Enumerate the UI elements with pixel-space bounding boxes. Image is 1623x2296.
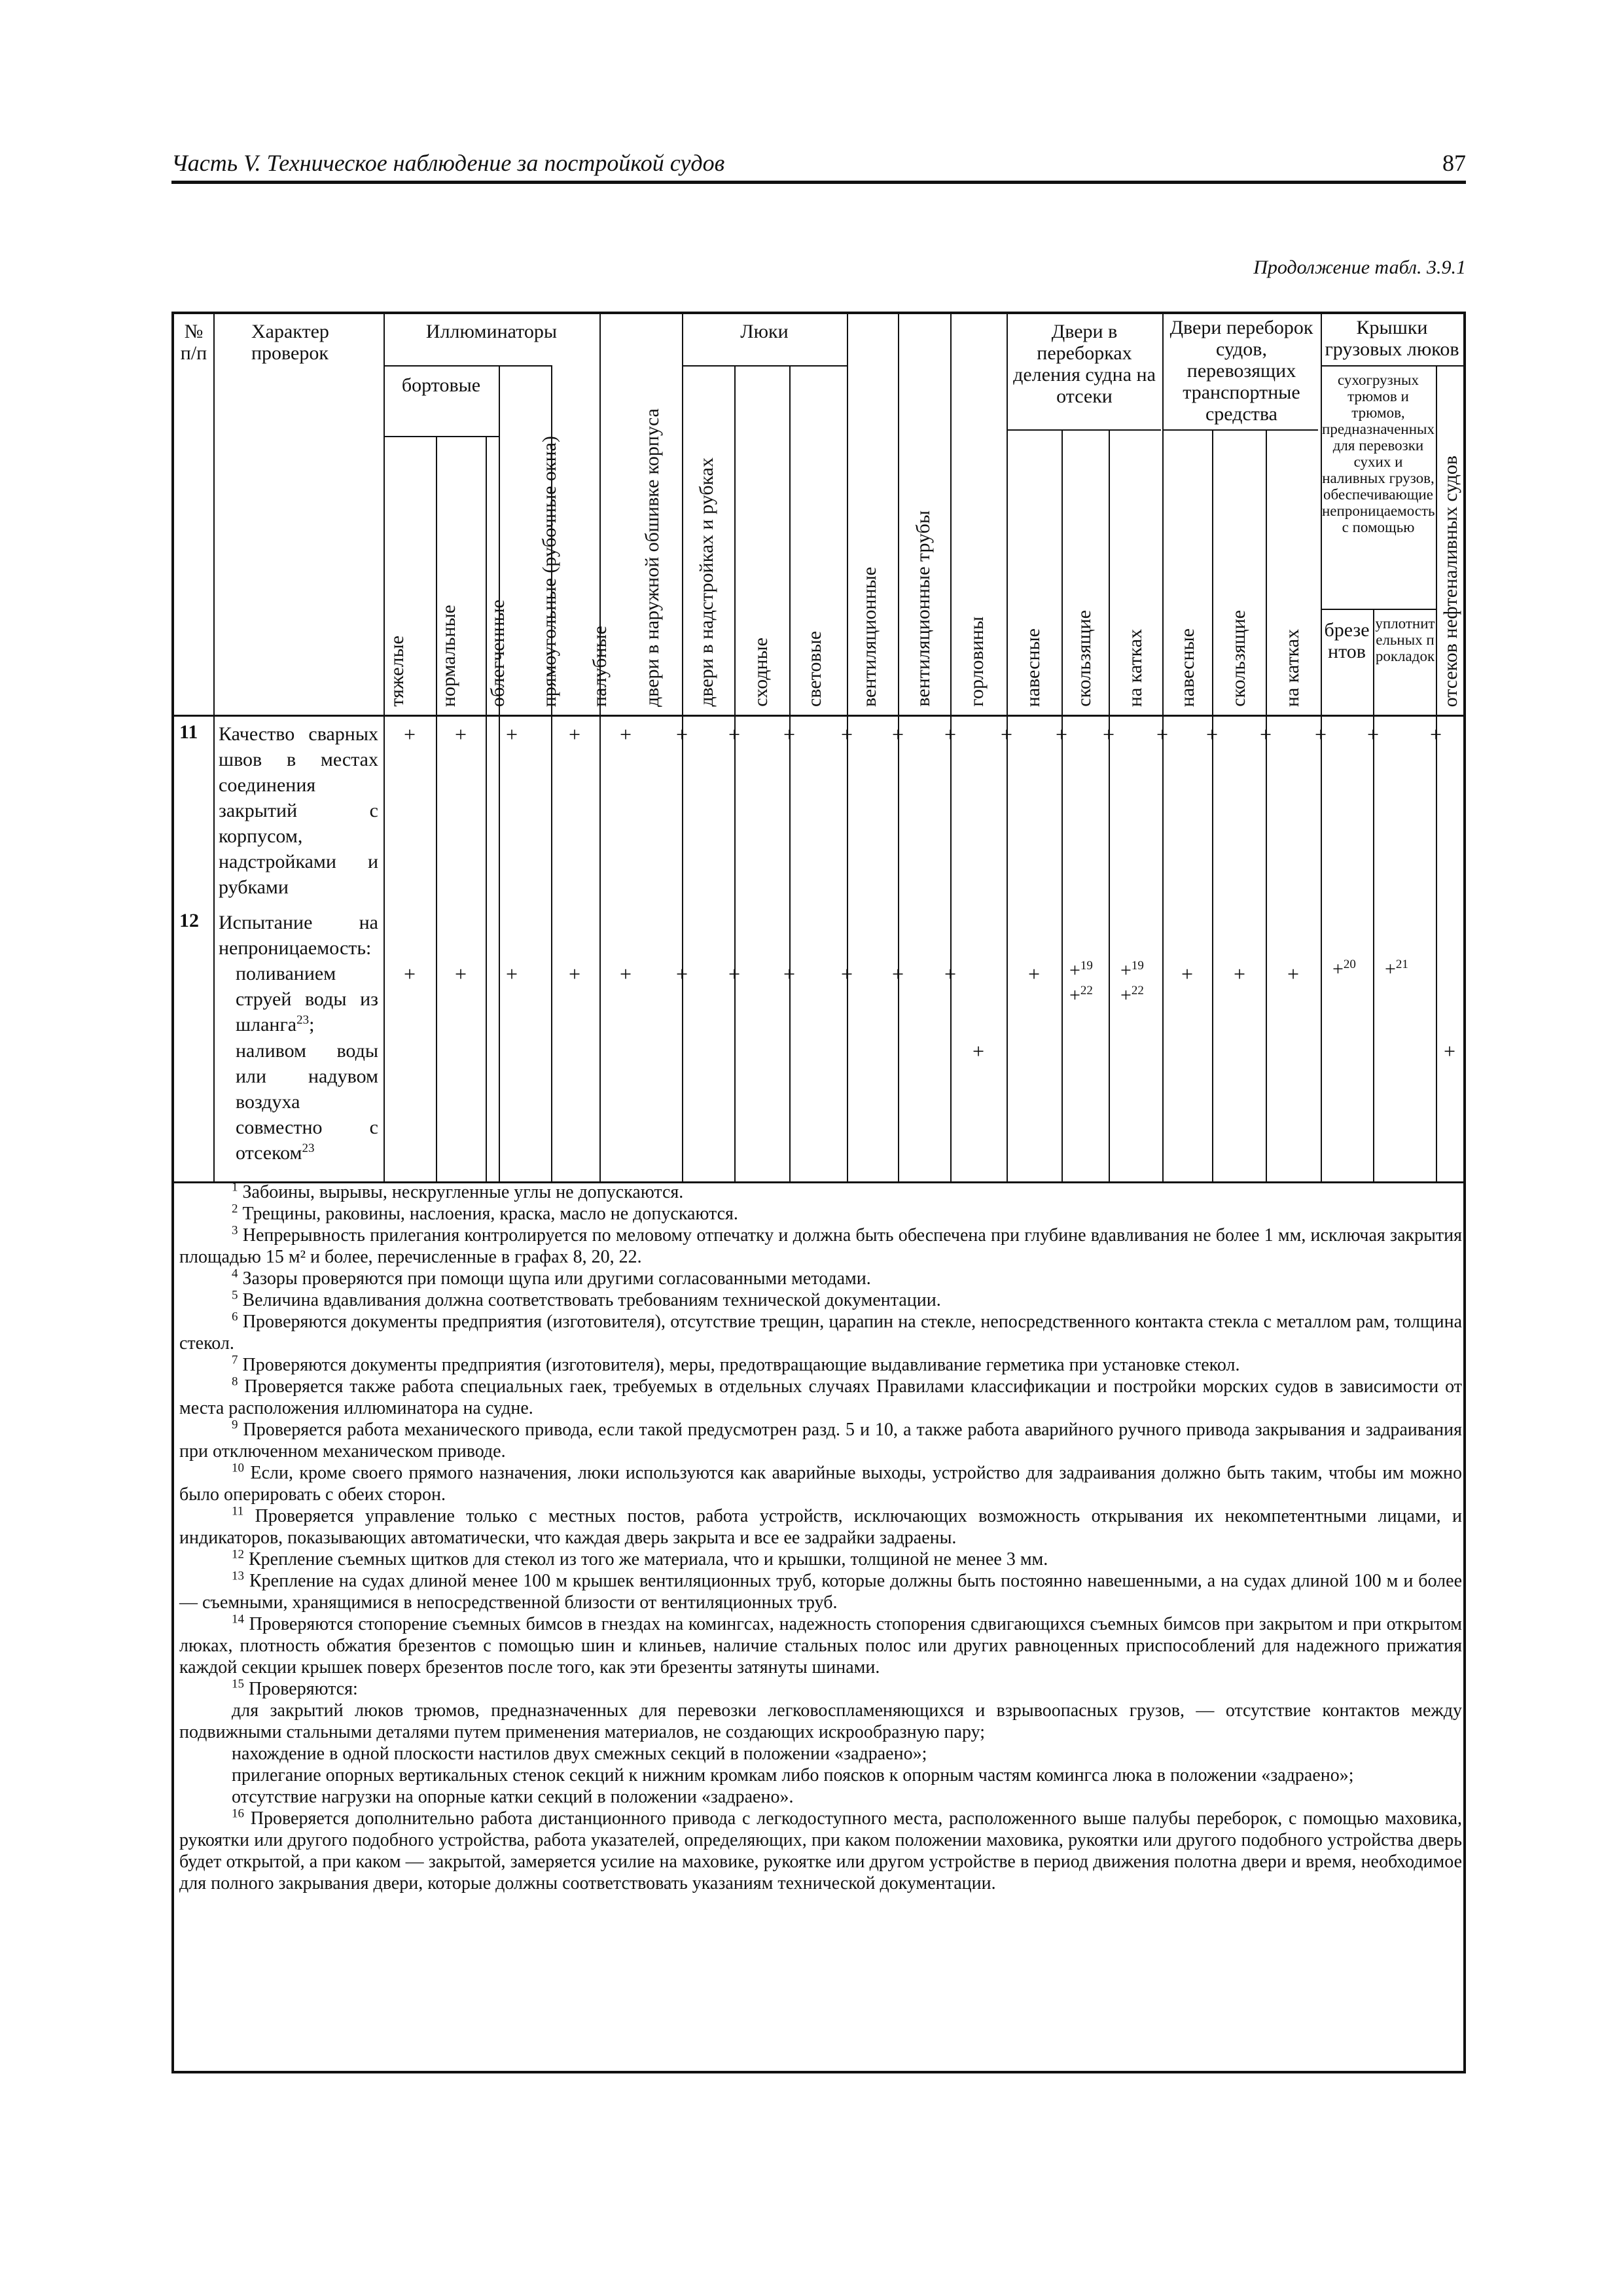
footnote-number: 3 — [232, 1223, 238, 1238]
hatches-rule — [682, 365, 847, 367]
plus-mark: + — [403, 723, 416, 746]
footnote-text: Забоины, вырывы, нескругленные углы не допускаются. — [242, 1182, 684, 1202]
footnote — [179, 1462, 1462, 1505]
hinged2-header: навесные — [1177, 628, 1198, 708]
rollers2-header: на катках — [1281, 629, 1303, 708]
plus-mark: + — [1055, 723, 1068, 746]
footnote-text: Проверяются стопорение съемных бимсов в гнездах на комингсах, надежность стопорения сдвигающихся съемных бимсов при закрытом и при открытом люках, плотность обжатия брезентов с помощью шин и клиньев, наличие стальных полос или других равноценных приспособлений для надежного прижатия каждой секции крышек поверх брезентов после того, как эти брезенты затянуты шинами. — [179, 1614, 1463, 1677]
plus-mark: + — [454, 723, 467, 746]
row12a-text: поливанием струей воды из шланга$^{23}$; — [236, 963, 378, 1035]
seal-mark: +$^{21}$ — [1385, 958, 1408, 980]
col-rule — [499, 365, 500, 1181]
bulkdoors-header: Двери в переборках деления судна на отсеки — [1013, 321, 1156, 407]
inspection-table — [171, 312, 1466, 2073]
footnote-text: Проверяется работа механического привода, если такой предусмотрен разд. 5 и 10, а также работа аварийного ручного привода закрывания и задраивания при отключенном механическом приводе. — [179, 1420, 1462, 1462]
footnote-number: 15 — [232, 1677, 244, 1691]
col-rule — [599, 314, 601, 1181]
footnote-text: прилегание опорных вертикальных стенок секций к нижним кромкам либо поясков к опорным частям комингса люка в положении «задраено»; — [232, 1765, 1354, 1785]
plus-mark: + — [675, 962, 688, 986]
plus-mark: + — [454, 962, 467, 986]
plus-mark: + — [1233, 962, 1246, 986]
plus-mark: + — [972, 1039, 985, 1063]
footnote-text: Проверяется управление только с местных постов, работа устройств, исключающих возможность открывания их некомпетентными лицами, и индикаторов, показывающих автоматически, что каждая дверь закрыта и все ее задрайки задраены. — [179, 1506, 1463, 1548]
footnote-text: Трещины, раковины, наслоения, краска, масло не допускаются. — [242, 1204, 738, 1224]
companion-header: сходные — [750, 637, 772, 707]
footnote — [179, 1808, 1462, 1894]
manholes-header: горловины — [966, 617, 988, 707]
drycargo-rule — [1321, 609, 1436, 610]
footnote-number: 4 — [232, 1266, 238, 1281]
tarp-header: брезентов — [1324, 619, 1370, 662]
col-rule — [734, 365, 736, 1181]
plus-mark: + — [728, 723, 741, 746]
footnote-number: 14 — [232, 1612, 244, 1626]
row11-text: Качество сварных швов в местах соединения закрытий с корпусом, надстройками и рубками — [219, 723, 378, 898]
plus-mark: + — [505, 723, 518, 746]
col-rule — [682, 314, 683, 1181]
footnote — [179, 1700, 1462, 1743]
sliding-marks: +$^{19}$ +$^{22}$ — [1069, 959, 1093, 1006]
plus-mark: + — [1314, 723, 1327, 746]
col-rule — [1212, 429, 1213, 1181]
plus-mark: + — [1102, 723, 1115, 746]
row12b-text: наливом воды или надувом воздуха совместно с отсеком$^{23}$ — [236, 1040, 378, 1164]
col-rule — [213, 314, 215, 1181]
col-rule — [898, 314, 899, 1181]
light-header: облегченные — [487, 600, 508, 708]
hatches-header: Люки — [740, 321, 789, 342]
footnote — [179, 1765, 1462, 1786]
footnote-number: 7 — [232, 1353, 238, 1367]
plus-mark: + — [1000, 723, 1013, 746]
footnotes — [179, 1181, 1462, 1894]
footnote — [179, 1268, 1462, 1289]
plus-mark: + — [783, 962, 796, 986]
footnote-text: Проверяется дополнительно работа дистанционного привода с легкодоступного места, расположенного выше палубы переборок, с помощью маховика, рукоятки или другого подобного устройства, работа указателей, определяющих, при каком положении маховика, рукоятки или другого подобного устройства дверь будет открытой, а при каком — закрытой, замеряется усилие на маховике, рукоятке или другом устройстве в период движения полотна двери и время, необходимое для полного закрывания двери, которые должны соответствовать указаниям технической документации. — [179, 1808, 1462, 1893]
plus-mark: + — [944, 962, 957, 986]
plus-mark: + — [1027, 962, 1041, 986]
footnote-text: для закрытий люков трюмов, предназначенных для перевозки легковоспламеняющихся и взрывоопасных грузов, — отсутствие контактов между подвижными стальными деталями путем применения материалов, не создающих искрообразную пару; — [179, 1700, 1462, 1742]
plus-mark: + — [1366, 723, 1380, 746]
sliding-header: скользящие — [1073, 610, 1095, 707]
heavy-header: тяжелые — [386, 636, 408, 707]
col-rule — [950, 314, 952, 1181]
footnote — [179, 1225, 1462, 1268]
sliding2-header: скользящие — [1228, 610, 1249, 707]
col-rule — [486, 436, 487, 1181]
plus-mark: + — [891, 723, 904, 746]
plus-mark: + — [619, 962, 632, 986]
col-rule — [383, 314, 385, 1181]
transdoors-header: Двери переборок судов, перевозящих транспортные средства — [1169, 317, 1313, 425]
footnote-number: 11 — [232, 1504, 244, 1518]
footnote-number: 2 — [232, 1202, 238, 1216]
col-rule — [847, 314, 848, 1181]
plus-mark: + — [675, 723, 688, 746]
footnote — [179, 1311, 1462, 1354]
footnote-text: Крепление на судах длиной менее 100 м крышек вентиляционных труб, которые должны быть постоянно навешенными, а на судах длиной 100 м и более — съемными, хранящимися в непосредственной близости от вентиляционных труб. — [179, 1571, 1462, 1613]
footnote-number: 10 — [232, 1461, 244, 1475]
footnote-text: Проверяются документы предприятия (изготовителя), меры, предотвращающие выдавливание герметика при установке стекол. — [242, 1355, 1240, 1375]
plus-mark: + — [840, 962, 853, 986]
footnote-text: Зазоры проверяются при помощи щупа или другими согласованными методами. — [242, 1268, 871, 1289]
doors-super-header: двери в надстройках и рубках — [696, 457, 717, 707]
side-header: бортовые — [401, 374, 481, 396]
covers-rule — [1321, 365, 1463, 367]
col-rule — [436, 436, 437, 1181]
hinged-header: навесные — [1022, 628, 1044, 708]
header-bottom-rule — [174, 715, 1463, 717]
plus-mark: + — [783, 723, 796, 746]
transdoors-rule — [1164, 429, 1318, 431]
plus-mark: + — [840, 723, 853, 746]
plus-mark: + — [403, 962, 416, 986]
footnote-text: Крепление съемных щитков для стекол из того же материала, что и крышки, толщиной не менее 3 мм. — [249, 1549, 1048, 1570]
col-rule — [1007, 314, 1008, 1181]
illuminators-header: Иллюминаторы — [425, 321, 558, 342]
col-rule — [1266, 429, 1267, 1181]
footnote — [179, 1570, 1462, 1613]
row12-num: 12 — [179, 910, 199, 931]
plus-mark: + — [944, 723, 957, 746]
footnote — [179, 1289, 1462, 1311]
footnote-number: 9 — [232, 1418, 238, 1432]
illuminators-rule — [383, 365, 551, 367]
col-rule — [1373, 609, 1374, 1181]
footnote-number: 6 — [232, 1310, 238, 1324]
bulkdoors-rule — [1007, 429, 1161, 431]
side-rule — [383, 436, 499, 437]
covers-header: Крышки грузовых люков — [1325, 317, 1459, 360]
footnote-text: Проверяется также работа специальных гаек, требуемых в отдельных случаях Правилами классификации и постройки морских судов в зависимости от места расположения иллюминатора на судне. — [179, 1376, 1463, 1418]
seal-header: уплотнительных прокладок — [1375, 615, 1435, 664]
plus-mark: + — [728, 962, 741, 986]
footnote — [179, 1181, 1462, 1203]
footnote-text: Если, кроме своего прямого назначения, люки используются как аварийные выходы, устройство для задраивания должно быть таким, чтобы им можно было оперировать с обеих сторон. — [179, 1463, 1463, 1505]
footnote-number: 16 — [232, 1806, 244, 1821]
footnote-number: 12 — [232, 1547, 244, 1562]
col-rule — [1162, 314, 1164, 1181]
footnote — [179, 1354, 1462, 1376]
footnote — [179, 1613, 1462, 1678]
footnote — [179, 1549, 1462, 1570]
plus-mark: + — [1443, 1039, 1456, 1063]
row12-text: Испытание на непроницаемость: — [219, 912, 378, 959]
skylight-header: световые — [804, 631, 825, 707]
footnote — [179, 1678, 1462, 1700]
plus-mark: + — [1205, 723, 1219, 746]
footnote-text: нахождение в одной плоскости настилов двух смежных секций в положении «задраено»; — [232, 1744, 927, 1764]
footnote — [179, 1786, 1462, 1808]
footnote-text: Проверяются: — [249, 1679, 358, 1699]
footnote-number: 8 — [232, 1374, 238, 1389]
doors-hull-header: двери в наружной обшивке корпуса — [641, 408, 663, 708]
plus-mark: + — [568, 962, 581, 986]
plus-mark: + — [1429, 723, 1442, 746]
footnote — [179, 1505, 1462, 1549]
drycargo-header: сухогрузных трюмов и трюмов, предназначенных для перевозки сухих и наливных грузов, обеспечивающие непроницаемость с помощью — [1322, 372, 1435, 535]
rect-header: прямоугольные (рубочные окна) — [539, 436, 560, 708]
plus-mark: + — [1259, 723, 1272, 746]
plus-mark: + — [1181, 962, 1194, 986]
footnote-text: Проверяются документы предприятия (изготовителя), отсутствие трещин, царапин на стекле, непосредственного контакта стекла с металлом рам, толщина стекол. — [179, 1312, 1462, 1354]
row11-num: 11 — [179, 721, 198, 743]
footnote-text: отсутствие нагрузки на опорные катки секций в положении «задраено». — [232, 1787, 794, 1807]
footnote-number: 13 — [232, 1569, 244, 1583]
col-rule — [789, 365, 791, 1181]
page-number: 87 — [1442, 150, 1466, 176]
plus-mark: + — [891, 962, 904, 986]
footnote — [179, 1743, 1462, 1765]
num-header: № п/п — [180, 321, 207, 364]
vent-pipes-header: вентиляционные трубы — [912, 511, 934, 707]
deck-header: палубные — [589, 626, 611, 707]
plus-mark: + — [619, 723, 632, 746]
col-rule — [1109, 429, 1110, 1181]
plus-mark: + — [1156, 723, 1169, 746]
footnote-number: 1 — [232, 1180, 238, 1194]
footnote — [179, 1203, 1462, 1225]
footnote-number: 5 — [232, 1288, 238, 1302]
running-header — [171, 140, 1466, 184]
table-continuation-label: Продолжение табл. 3.9.1 — [1253, 257, 1466, 278]
vent-hatch-header: вентиляционные — [859, 567, 880, 707]
tarp-mark: +$^{20}$ — [1332, 958, 1356, 980]
footnote — [179, 1419, 1462, 1462]
footnote-text: Величина вдавливания должна соответствовать требованиям технической документации. — [242, 1290, 941, 1310]
plus-mark: + — [505, 962, 518, 986]
plus-mark: + — [1287, 962, 1300, 986]
plus-mark: + — [568, 723, 581, 746]
rollers-header: на катках — [1124, 629, 1146, 708]
col-rule — [1061, 429, 1063, 1181]
footnote-text: Непрерывность прилегания контролируется по меловому отпечатку и должна быть обеспечена при глубине вдавливания не более 1 мм, исключая закрытия площадью 15 м² и более, перечисленные в графах 8, 20, 22. — [179, 1225, 1463, 1267]
check-header: Характер проверок — [251, 321, 329, 364]
footnote — [179, 1376, 1462, 1419]
running-title: Часть V. Техническое наблюдение за постройкой судов — [171, 150, 725, 176]
normal-header: нормальные — [438, 605, 459, 708]
oil-header: отсеков нефтеналивных судов — [1440, 456, 1461, 708]
rollers-marks: +$^{19}$ +$^{22}$ — [1120, 959, 1144, 1006]
